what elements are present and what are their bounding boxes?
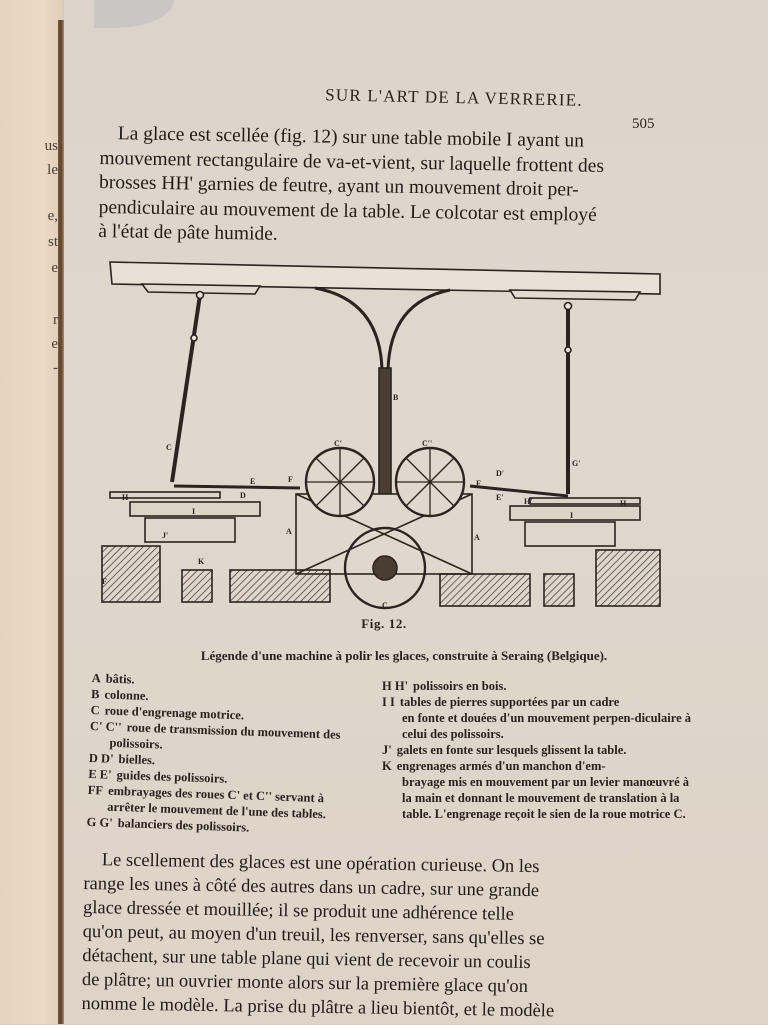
legend-desc: roue d'engrenage motrice.: [104, 703, 245, 723]
legend-desc: tables de pierres supportées par un cadre: [399, 695, 620, 709]
legend-desc: engrenages armés d'un manchon d'em-: [396, 759, 606, 773]
legend-desc: galets en fonte sur lesquels glissent la table.: [396, 743, 627, 757]
fig-label: H: [122, 493, 129, 502]
text-line: brosses HH' garnies de feutre, ayant un mouvement droit per-: [98, 171, 579, 201]
legend-key: K: [382, 759, 392, 773]
legend-right-column: [382, 678, 700, 822]
fig-label: F: [476, 479, 481, 488]
legend-desc-continued: polissoirs.: [109, 735, 163, 752]
paragraph-1: [98, 122, 670, 253]
foundation: [102, 546, 160, 602]
legend-key: D D': [88, 750, 114, 766]
paragraph-2: [81, 848, 674, 1025]
fig-label: K: [198, 557, 205, 566]
legend-key: B: [90, 686, 100, 702]
page-number: 505: [632, 116, 655, 132]
fig-label: A: [474, 533, 480, 542]
text-line: mouvement rectangulaire de va-et-vient, sur laquelle frottent des: [99, 147, 605, 177]
fig-label: I: [192, 507, 196, 516]
legend-desc: polissoirs en bois.: [413, 679, 507, 693]
fig-label: E: [250, 477, 256, 486]
fig-label: C: [166, 443, 172, 452]
legend-key: E E': [88, 766, 112, 782]
left-page-text-fragment: r: [53, 312, 58, 328]
legend-key: G G': [86, 814, 113, 830]
fig-label: F: [288, 475, 293, 484]
running-head: SUR L'ART DE LA VERRERIE.: [325, 85, 583, 110]
legend-desc-continued: arrêter le mouvement de l'une des tables.: [106, 799, 327, 822]
left-page-text-fragment: le: [47, 162, 58, 178]
fig-label: C'': [422, 439, 433, 448]
legend-item: [382, 758, 700, 822]
fig-label: J': [162, 531, 169, 540]
legend-key: H H': [382, 679, 409, 693]
legend-key: I I: [382, 695, 395, 709]
fig-label: E': [496, 493, 504, 502]
text-line: glace dressée et mouillée; il se produit une adhérence telle: [82, 897, 515, 925]
legend-key: C' C'': [89, 718, 122, 735]
text-line: Le scellement des glaces est une opération curieuse. On les: [101, 850, 540, 878]
legend-item: [382, 694, 700, 742]
fig-label: D': [496, 469, 504, 478]
legend-item: [382, 678, 700, 694]
text-line: range les unes à côté des autres dans un cadre, sur une grande: [83, 873, 540, 902]
legend-key: FF: [87, 782, 104, 798]
fig-label: H: [620, 499, 627, 508]
fig-label: B: [393, 393, 399, 402]
legend-desc: roue de transmission du mouvement des: [126, 720, 341, 742]
fig-label: D: [240, 491, 246, 500]
legend-desc: guides des polissoirs.: [116, 767, 228, 786]
legend-key: A: [91, 670, 101, 686]
left-page-text-fragment: us: [44, 138, 58, 154]
fig-label: H': [524, 497, 533, 506]
figure-caption: Fig. 12.: [361, 616, 407, 631]
legend-title: Légende d'une machine à polir les glaces, construite à Seraing (Belgique).: [200, 648, 608, 663]
right-page: [64, 0, 768, 1024]
left-page-text-fragment: -: [53, 360, 58, 376]
fig-label: G': [572, 459, 581, 468]
fig-label: F: [102, 577, 107, 586]
left-page-text-fragment: e,: [47, 208, 58, 224]
legend-desc: balanciers des polissoirs.: [117, 815, 250, 835]
text-line: à l'état de pâte humide.: [98, 220, 278, 245]
legend-desc: bielles.: [118, 751, 156, 768]
polishing-machine-engraving: [100, 250, 670, 620]
legend-desc: colonne.: [104, 687, 149, 703]
left-page-text-fragment: e: [51, 336, 58, 352]
page-corner: [94, 0, 174, 28]
text-line: détachent, sur une table plane qui vient de recevoir un coulis: [82, 945, 531, 974]
legend-item: [382, 742, 700, 758]
legend-desc-continued: en fonte et douées d'un mouvement perpen-diculaire à celui des polissoirs.: [402, 711, 691, 741]
left-page-edge: [0, 0, 62, 1024]
text-line: qu'on peut, au moyen d'un treuil, les renverser, sans qu'elles se: [82, 921, 545, 950]
legend-left-column: [86, 670, 381, 840]
legend-key: C: [90, 702, 100, 718]
fig-label: I: [570, 511, 574, 520]
left-page-text-fragment: e: [51, 260, 58, 276]
text-line: La glace est scellée (fig. 12) sur une table mobile I ayant un: [117, 123, 585, 152]
legend-desc: embrayages des roues C' et C'' servant à: [107, 783, 325, 806]
fig-label: A: [286, 527, 292, 536]
fig-label: C: [382, 601, 388, 610]
legend-key: J': [382, 743, 392, 757]
left-page-text-fragment: st: [47, 234, 58, 250]
text-line: nomme le modèle. La prise du plâtre a lieu bientôt, et le modèle: [81, 993, 555, 1022]
legend-desc-continued: brayage mis en mouvement par un levier manœuvré à la main et donnant le mouvement de translation à la table. L'engrenage reçoit le sien de la roue motrice C.: [402, 775, 690, 821]
legend-desc: bâtis.: [105, 671, 135, 687]
text-line: de plâtre; un ouvrier monte alors sur la première glace qu'on: [81, 969, 529, 997]
fig-label: C': [334, 439, 342, 448]
text-line: pendiculaire au mouvement de la table. Le colcotar est employé: [98, 196, 597, 226]
